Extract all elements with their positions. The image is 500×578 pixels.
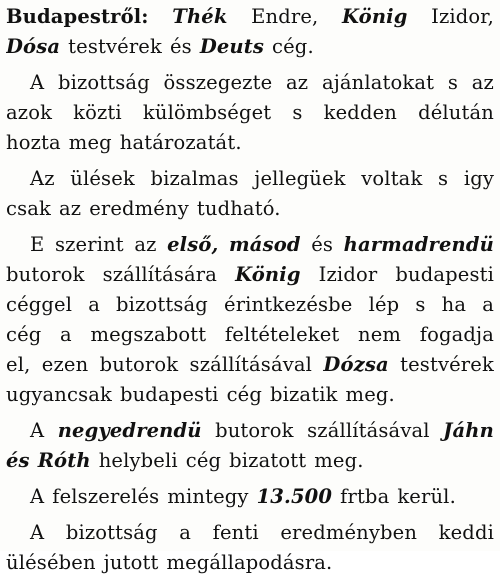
word: Az — [30, 167, 55, 190]
word: bizottság — [65, 521, 158, 544]
text-line — [6, 128, 494, 158]
text-line — [6, 260, 494, 290]
word: testvérek — [68, 35, 162, 58]
text-line — [6, 416, 494, 446]
word: céggel — [6, 293, 73, 316]
word: ha — [441, 293, 467, 316]
text-line — [6, 482, 494, 512]
emphasized-word: Róth — [37, 449, 91, 472]
word: mintegy — [167, 485, 249, 508]
paragraph — [6, 230, 494, 410]
word: budapesti — [395, 263, 494, 286]
word: A — [30, 419, 45, 442]
emphasized-word: König — [342, 5, 408, 28]
text-line — [6, 2, 494, 32]
word: testvérek — [400, 353, 494, 376]
word: jellegüek — [254, 167, 346, 190]
word: A — [30, 71, 45, 94]
emphasized-word: harmadrendü — [343, 233, 494, 256]
word: megszabott — [90, 323, 207, 346]
word: az — [134, 233, 157, 256]
word: frtba — [340, 485, 390, 508]
word: cég — [6, 323, 42, 346]
article-body — [6, 2, 494, 578]
word: ugyancsak — [6, 383, 112, 406]
word: érintkezésbe — [224, 293, 353, 316]
word: eredményben — [280, 521, 418, 544]
text-line — [6, 98, 494, 128]
word: meg. — [314, 449, 364, 472]
word: azok — [6, 101, 53, 124]
word: a — [482, 293, 494, 316]
word: az — [58, 197, 82, 220]
word: az — [471, 71, 494, 94]
word: a — [88, 293, 100, 316]
text-line — [6, 548, 494, 578]
text-line — [6, 230, 494, 260]
emphasized-word: Deuts — [199, 35, 265, 58]
text-line — [6, 164, 494, 194]
paragraph — [6, 482, 494, 512]
word: szerint — [54, 233, 124, 256]
word: összegezte — [163, 71, 273, 94]
word: s — [415, 293, 426, 316]
word: a — [60, 323, 72, 346]
word: csak — [6, 197, 51, 220]
emphasized-word: Jáhn — [443, 419, 494, 442]
text-line — [6, 380, 494, 410]
word: és — [169, 35, 192, 58]
emphasized-word: első, — [167, 233, 219, 256]
word: határozatát. — [119, 131, 242, 154]
word: keddi — [438, 521, 494, 544]
word: helybeli — [98, 449, 178, 472]
word: Izidor, — [431, 5, 494, 28]
word: cég — [185, 449, 222, 472]
emphasized-word: Dósa — [6, 35, 61, 58]
emphasized-word: König — [235, 263, 301, 286]
word: el, — [6, 353, 31, 376]
emphasized-word: és — [6, 449, 30, 472]
word: lép — [368, 293, 400, 316]
word: igy — [463, 167, 494, 190]
word: butorok — [215, 419, 294, 442]
word: s — [447, 71, 459, 94]
word: kedden — [323, 101, 397, 124]
word: bizatik — [269, 383, 338, 406]
word: nem — [358, 323, 402, 346]
word: szállítására — [102, 263, 218, 286]
word: budapesti — [119, 383, 219, 406]
word: meg. — [345, 383, 395, 406]
emphasized-word: Thék — [172, 5, 228, 28]
paragraph — [6, 2, 494, 62]
emphasized-word: Dózsa — [323, 353, 389, 376]
word: közti — [73, 101, 122, 124]
word: cég. — [272, 35, 314, 58]
emphasized-word: 13.500 — [256, 485, 333, 508]
word: Izidor — [318, 263, 378, 286]
word: a — [179, 521, 192, 544]
word: jutott — [103, 551, 159, 574]
emphasized-word: másod — [229, 233, 301, 256]
word: bizatott — [229, 449, 307, 472]
word: eredmény — [89, 197, 189, 220]
word: tudható. — [196, 197, 281, 220]
paragraph — [6, 518, 494, 578]
word: voltak — [361, 167, 423, 190]
word: ezen — [41, 353, 89, 376]
text-line — [6, 194, 494, 224]
word: és — [311, 233, 334, 256]
word: délután — [418, 101, 494, 124]
word: A — [30, 521, 45, 544]
paragraph — [6, 416, 494, 476]
word: fenti — [212, 521, 259, 544]
paragraph — [6, 164, 494, 224]
word: bizalmas — [150, 167, 239, 190]
text-line — [6, 320, 494, 350]
text-line — [6, 350, 494, 380]
word: szállításával — [189, 353, 313, 376]
word: bizottság — [57, 71, 150, 94]
word: Endre, — [251, 5, 319, 28]
word: szállításával — [307, 419, 430, 442]
word: ülésében — [6, 551, 96, 574]
word: megállapodásra. — [166, 551, 333, 574]
word: ülések — [70, 167, 135, 190]
word: E — [30, 233, 45, 256]
word: s — [438, 167, 449, 190]
word: butorok — [6, 263, 85, 286]
word: kerül. — [397, 485, 456, 508]
emphasized-word: negyedrendü — [57, 419, 202, 442]
paragraph — [6, 68, 494, 158]
text-line — [6, 32, 494, 62]
word: az — [286, 71, 309, 94]
word: meg — [68, 131, 112, 154]
word: ajánlatokat — [321, 71, 435, 94]
word: feltételeket — [224, 323, 340, 346]
word: külömbséget — [142, 101, 272, 124]
word: hozta — [6, 131, 61, 154]
word: bizottság — [116, 293, 208, 316]
text-line — [6, 68, 494, 98]
text-line — [6, 518, 494, 548]
word: fogadja — [419, 323, 494, 346]
word: cég — [226, 383, 262, 406]
word: A — [30, 485, 45, 508]
word: felszerelés — [52, 485, 160, 508]
word: butorok — [99, 353, 179, 376]
text-line — [6, 446, 494, 476]
heading-word: Budapestről: — [6, 5, 149, 28]
text-line — [6, 290, 494, 320]
word: s — [292, 101, 303, 124]
